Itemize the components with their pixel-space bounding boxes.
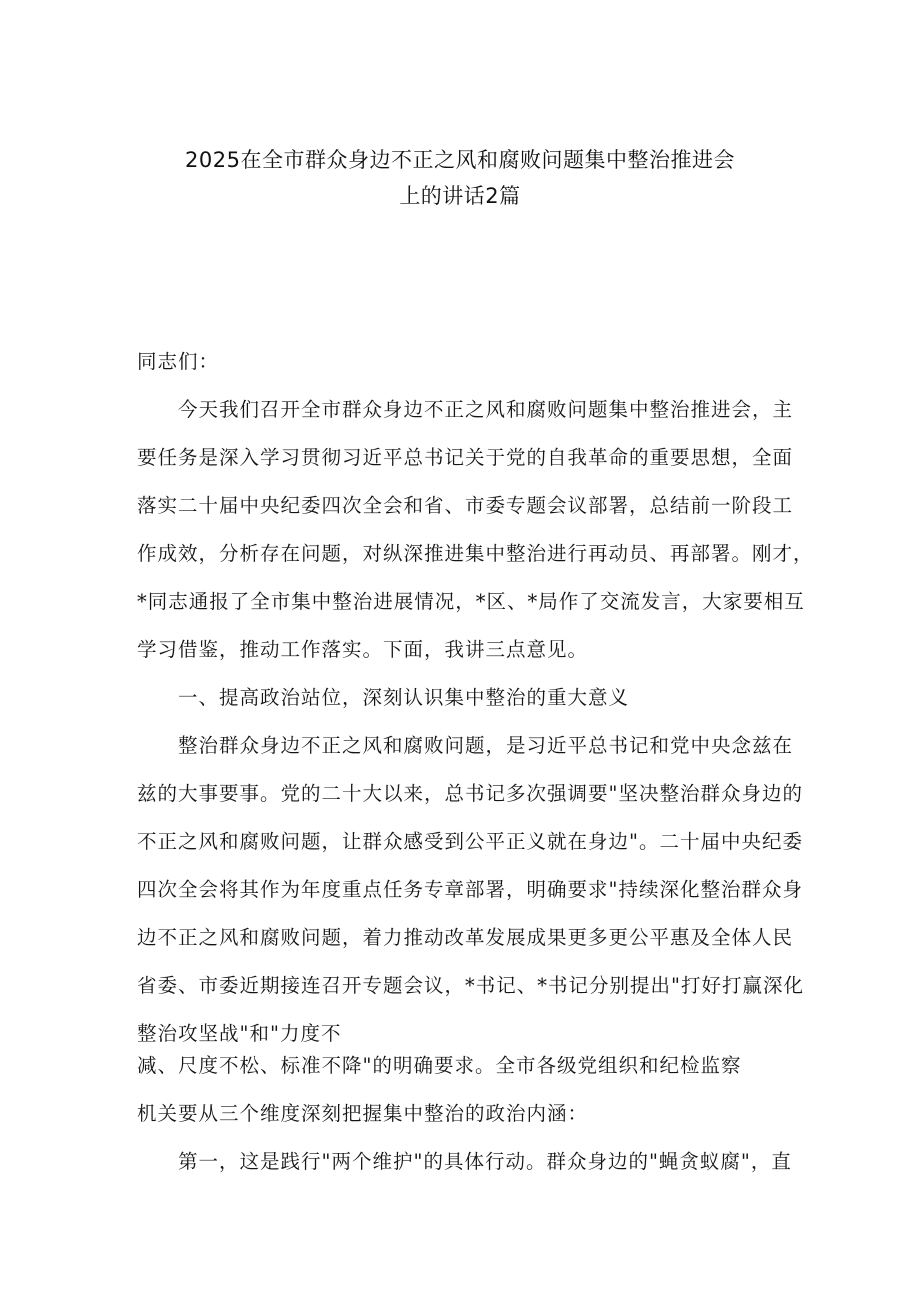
body-line: 兹的大事要事。党的二十大以来，总书记多次强调要"坚决整治群众身边的: [137, 782, 803, 805]
body-line: 边不正之风和腐败问题，着力推动改革发展成果更多更公平惠及全体人民: [137, 926, 794, 949]
section-heading: 一、提高政治站位，深刻认识集中整治的重大意义: [137, 686, 630, 709]
document-title-line-1: 2025在全市群众身边不正之风和腐败问题集中整治推进会: [185, 148, 735, 172]
body-line: *同志通报了全市集中整治进展情况，*区、*局作了交流发言，大家要相互: [137, 590, 805, 613]
body-line: 作成效，分析存在问题，对纵深推进集中整治进行再动员、再部署。刚才，: [137, 542, 814, 565]
body-line: 整治攻坚战"和"力度不: [137, 1022, 342, 1045]
body-line: 落实二十届中央纪委四次全会和省、市委专题会议部署，总结前一阶段工: [137, 494, 794, 517]
body-line: 不正之风和腐败问题，让群众感受到公平正义就在身边"。二十届中央纪委: [137, 830, 803, 853]
salutation: 同志们：: [137, 350, 220, 373]
body-line: 要任务是深入学习贯彻习近平总书记关于党的自我革命的重要思想，全面: [137, 446, 794, 469]
body-line: 今天我们召开全市群众身边不正之风和腐败问题集中整治推进会，主: [137, 398, 794, 421]
body-line: 第一，这是践行"两个维护"的具体行动。群众身边的"蝇贪蚁腐"，直: [137, 1150, 792, 1173]
document-title-line-2: 上的讲话2篇: [399, 184, 521, 208]
body-line: 整治群众身边不正之风和腐败问题，是习近平总书记和党中央念兹在: [137, 734, 794, 757]
body-line: 机关要从三个维度深刻把握集中整治的政治内涵：: [137, 1102, 589, 1125]
body-line: 省委、市委近期接连召开专题会议，*书记、*书记分别提出"打好打赢深化: [137, 974, 804, 997]
body-line: 减、尺度不松、标准不降"的明确要求。全市各级党组织和纪检监察: [137, 1054, 742, 1077]
body-line: 四次全会将其作为年度重点任务专章部署，明确要求"持续深化整治群众身: [137, 878, 803, 901]
body-line: 学习借鉴，推动工作落实。下面，我讲三点意见。: [137, 638, 589, 661]
